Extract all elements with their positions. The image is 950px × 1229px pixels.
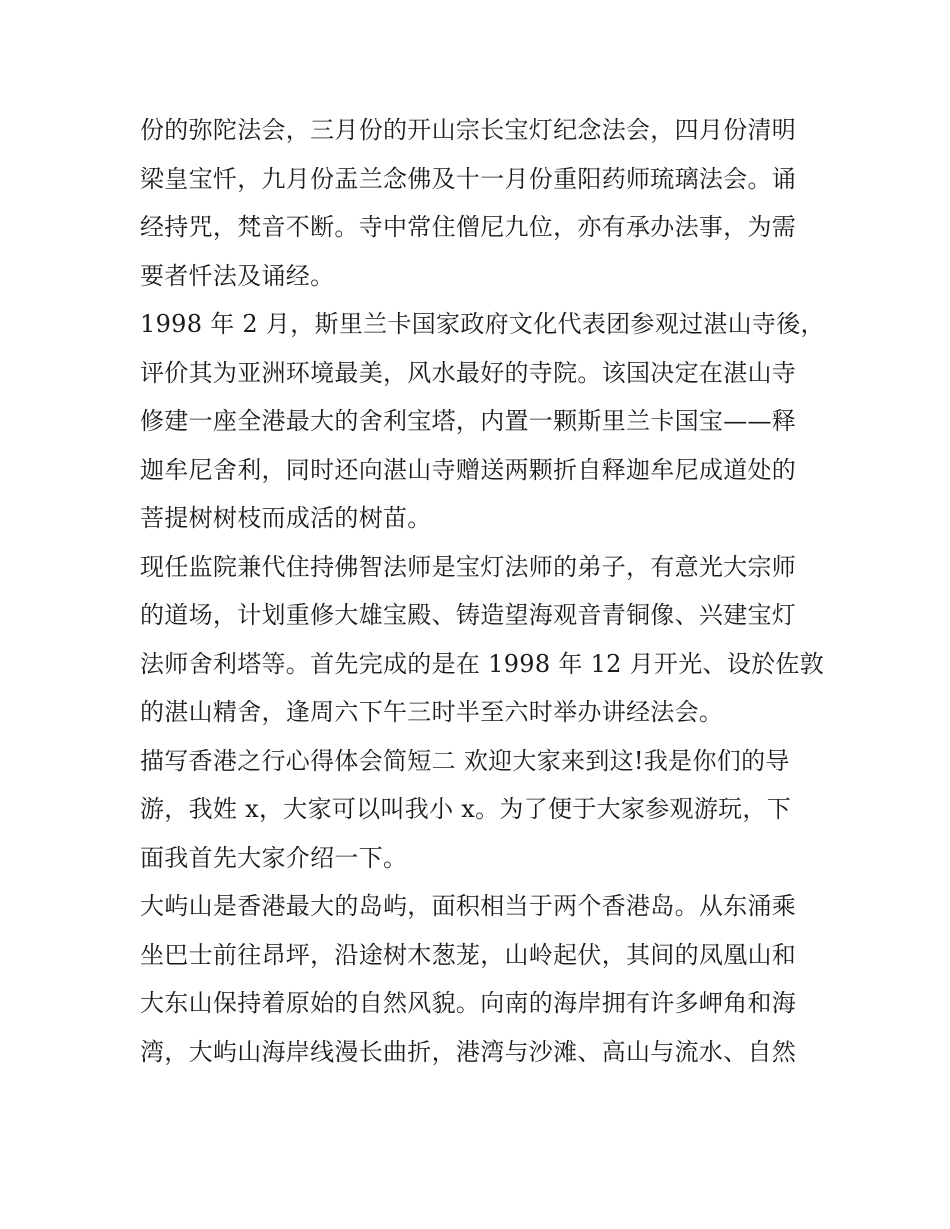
text-line: 梁皇宝忏，九月份盂兰念佛及十一月份重阳药师琉璃法会。诵 bbox=[140, 164, 797, 193]
document-body bbox=[140, 106, 825, 1076]
text-line: 法师舍利塔等。首先完成的是在 1998 年 12 月开光、设於佐敦 bbox=[140, 649, 825, 678]
text-line: 经持咒，梵音不断。寺中常住僧尼九位，亦有承办法事，为需 bbox=[140, 213, 797, 241]
text-line: 迦牟尼舍利，同时还向湛山寺赠送两颗折自释迦牟尼成道处的 bbox=[140, 455, 797, 484]
text-line: 的湛山精舍，逢周六下午三时半至六时举办讲经法会。 bbox=[140, 698, 724, 726]
text-line: 评价其为亚洲环境最美，风水最好的寺院。该国决定在湛山寺 bbox=[140, 358, 797, 387]
text-line: 要者忏法及诵经。 bbox=[140, 261, 335, 290]
text-line: 坐巴士前往昂坪，沿途树木葱茏，山岭起伏，其间的凤凰山和 bbox=[140, 940, 797, 969]
text-line: 现任监院兼代住持佛智法师是宝灯法师的弟子，有意光大宗师 bbox=[140, 552, 797, 581]
text-line: 大屿山是香港最大的岛屿，面积相当于两个香港岛。从东涌乘 bbox=[140, 892, 797, 920]
text-line: 大东山保持着原始的自然风貌。向南的海岸拥有许多岬角和海 bbox=[140, 989, 797, 1017]
text-line: 份的弥陀法会，三月份的开山宗长宝灯纪念法会，四月份清明 bbox=[140, 116, 797, 144]
text-line: 游，我姓 x，大家可以叫我小 x。为了便于大家参观游玩，下 bbox=[140, 795, 792, 823]
text-line: 面我首先大家介绍一下。 bbox=[140, 843, 408, 872]
text-line: 1998 年 2 月，斯里兰卡国家政府文化代表团参观过湛山寺後， bbox=[140, 310, 825, 338]
text-line: 修建一座全港最大的舍利宝塔，内置一颗斯里兰卡国宝——释 bbox=[140, 407, 797, 435]
text-line: 菩提树树枝而成活的树苗。 bbox=[140, 504, 432, 532]
text-line: 湾，大屿山海岸线漫长曲折，港湾与沙滩、高山与流水、自然 bbox=[140, 1037, 797, 1066]
text-line: 描写香港之行心得体会简短二 欢迎大家来到这!我是你们的导 bbox=[140, 746, 790, 775]
text-line: 的道场，计划重修大雄宝殿、铸造望海观音青铜像、兴建宝灯 bbox=[140, 601, 797, 629]
